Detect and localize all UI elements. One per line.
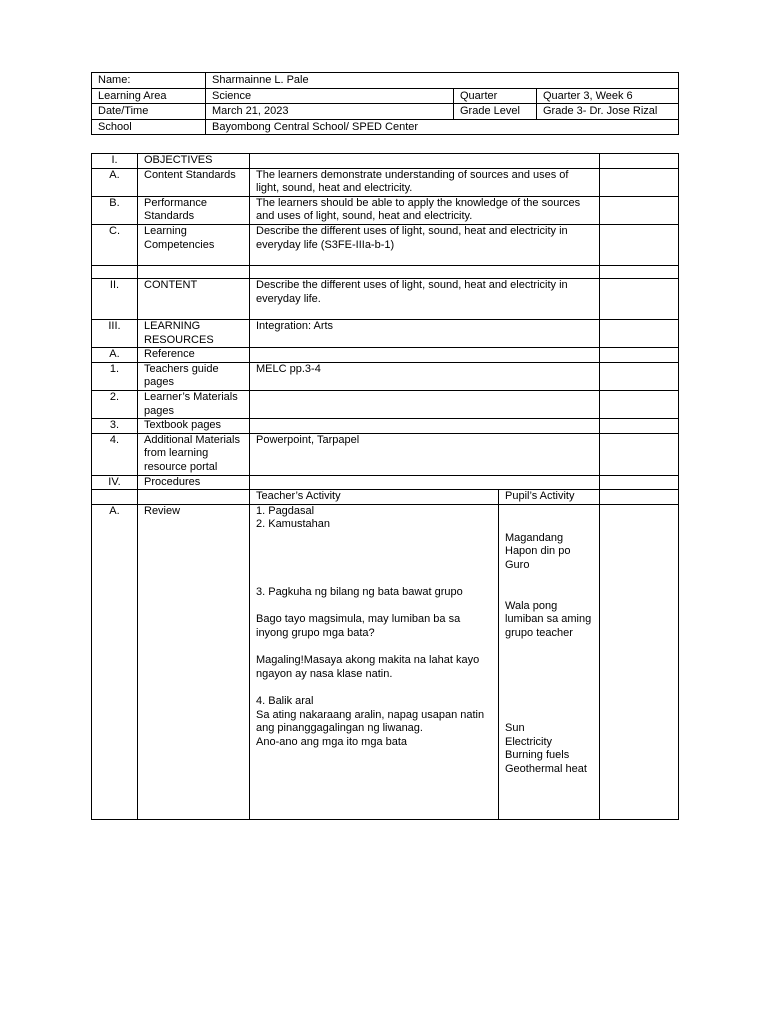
review-row (92, 504, 679, 819)
content-row (92, 278, 679, 319)
datetime-label: Date/Time (92, 104, 206, 120)
resource-item-extra (600, 433, 679, 475)
header-table (91, 72, 679, 135)
blank-cell (92, 265, 138, 278)
learning-area-value: Science (206, 88, 454, 104)
content-standards-label: Content Standards (138, 168, 250, 196)
quarter-label: Quarter (454, 88, 537, 104)
header-row-school (92, 119, 679, 135)
grade-level-value: Grade 3- Dr. Jose Rizal (537, 104, 679, 120)
resource-item-text (250, 390, 600, 418)
activity-header-blank (92, 490, 138, 505)
learning-competencies-num: C. (92, 224, 138, 265)
resource-item-label: Learner’s Materials pages (138, 390, 250, 418)
resource-item-extra (600, 419, 679, 434)
procedures-extra (600, 475, 679, 490)
lesson-plan-table (91, 153, 679, 820)
blank-cell (138, 265, 250, 278)
review-label: Review (138, 504, 250, 819)
performance-standards-label: Performance Standards (138, 196, 250, 224)
resource-item-text (250, 419, 600, 434)
additional-materials-row (92, 433, 679, 475)
activity-header-row (92, 490, 679, 505)
school-label: School (92, 119, 206, 135)
reference-label: Reference (138, 348, 250, 363)
objectives-num: I. (92, 154, 138, 169)
objectives-row (92, 154, 679, 169)
learning-competencies-extra (600, 224, 679, 265)
teacher-activity-header: Teacher’s Activity (250, 490, 499, 505)
performance-standards-extra (600, 196, 679, 224)
name-label: Name: (92, 73, 206, 89)
blank-cell (600, 265, 679, 278)
resource-item-text: MELC pp.3-4 (250, 362, 600, 390)
resource-item-label: Additional Materials from learning resource portal (138, 433, 250, 475)
reference-row (92, 348, 679, 363)
performance-standards-row (92, 196, 679, 224)
objectives-extra (600, 154, 679, 169)
content-standards-extra (600, 168, 679, 196)
teachers-guide-row (92, 362, 679, 390)
resource-item-label: Teachers guide pages (138, 362, 250, 390)
learning-resources-num: III. (92, 319, 138, 347)
review-extra (600, 504, 679, 819)
header-row-datetime (92, 104, 679, 120)
performance-standards-num: B. (92, 196, 138, 224)
learning-competencies-row (92, 224, 679, 265)
procedures-num: IV. (92, 475, 138, 490)
resource-item-extra (600, 362, 679, 390)
learning-resources-title: LEARNING RESOURCES (138, 319, 250, 347)
header-row-learning-area (92, 88, 679, 104)
blank-row (92, 265, 679, 278)
learning-competencies-label: Learning Competencies (138, 224, 250, 265)
learning-competencies-text: Describe the different uses of light, sound, heat and electricity in everyday life (S3FE-IIIa-b-1) (250, 224, 600, 265)
resource-item-num: 1. (92, 362, 138, 390)
activity-header-blank (138, 490, 250, 505)
content-extra (600, 278, 679, 319)
name-value: Sharmainne L. Pale (206, 73, 679, 89)
review-num: A. (92, 504, 138, 819)
content-title: CONTENT (138, 278, 250, 319)
resource-item-num: 3. (92, 419, 138, 434)
header-row-name (92, 73, 679, 89)
pupil-activity-header: Pupil’s Activity (499, 490, 600, 505)
objectives-text (250, 154, 600, 169)
content-num: II. (92, 278, 138, 319)
grade-level-label: Grade Level (454, 104, 537, 120)
activity-header-extra (600, 490, 679, 505)
datetime-value: March 21, 2023 (206, 104, 454, 120)
procedures-text (250, 475, 600, 490)
blank-cell (250, 265, 600, 278)
resource-item-extra (600, 390, 679, 418)
learning-resources-text: Integration: Arts (250, 319, 600, 347)
content-text: Describe the different uses of light, sound, heat and electricity in everyday life. (250, 278, 600, 319)
pupil-activity-text: Magandang Hapon din po Guro Wala pong lumiban sa aming grupo teacher Sun Electricity Burning fuels Geothermal heat (499, 504, 600, 819)
learning-resources-extra (600, 319, 679, 347)
procedures-title: Procedures (138, 475, 250, 490)
quarter-value: Quarter 3, Week 6 (537, 88, 679, 104)
school-value: Bayombong Central School/ SPED Center (206, 119, 679, 135)
content-standards-row (92, 168, 679, 196)
textbook-row (92, 419, 679, 434)
reference-extra (600, 348, 679, 363)
content-standards-text: The learners demonstrate understanding of sources and uses of light, sound, heat and electricity. (250, 168, 600, 196)
resource-item-num: 4. (92, 433, 138, 475)
learners-materials-row (92, 390, 679, 418)
learning-resources-row (92, 319, 679, 347)
reference-text (250, 348, 600, 363)
procedures-row (92, 475, 679, 490)
resource-item-label: Textbook pages (138, 419, 250, 434)
resource-item-text: Powerpoint, Tarpapel (250, 433, 600, 475)
learning-area-label: Learning Area (92, 88, 206, 104)
objectives-title: OBJECTIVES (138, 154, 250, 169)
content-standards-num: A. (92, 168, 138, 196)
teacher-activity-text: 1. Pagdasal 2. Kamustahan 3. Pagkuha ng bilang ng bata bawat grupo Bago tayo magsimula, may lumiban ba sa inyong grupo mga bata? Magaling!Masaya akong makita na lahat kayo ngayon ay nasa klase natin. 4. Balik aral Sa ating nakaraang aralin, napag usapan natin ang pinanggagalingan ng liwanag. Ano-ano ang mga ito mga bata (250, 504, 499, 819)
performance-standards-text: The learners should be able to apply the knowledge of the sources and uses of light, sound, heat and electricity. (250, 196, 600, 224)
resource-item-num: 2. (92, 390, 138, 418)
reference-num: A. (92, 348, 138, 363)
